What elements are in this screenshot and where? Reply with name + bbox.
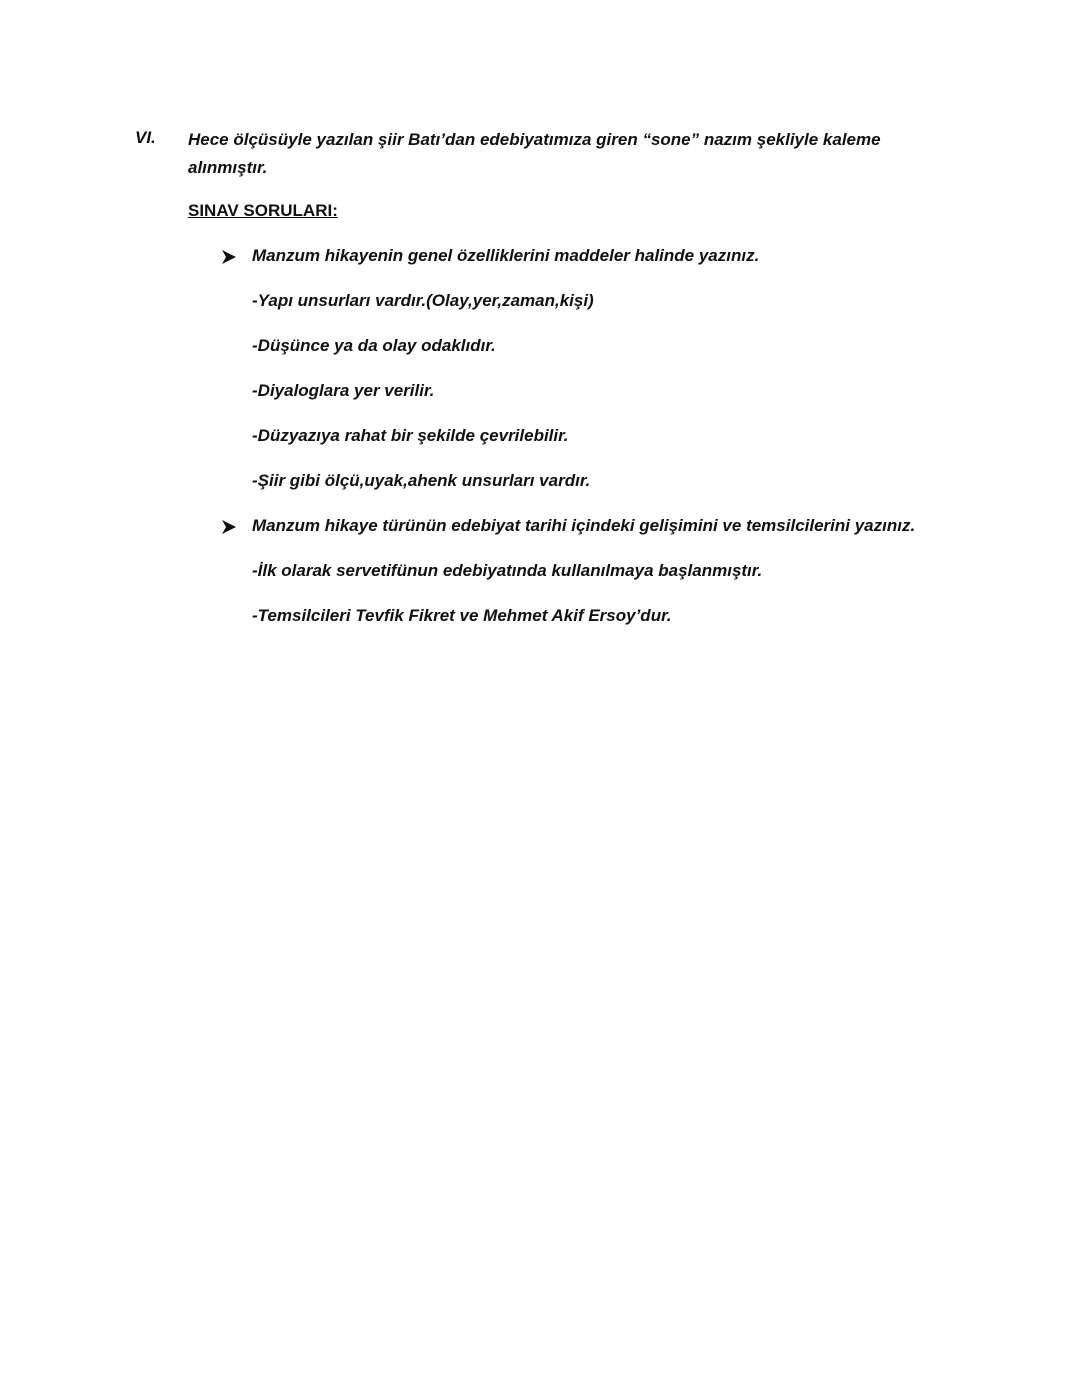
section-title: SINAV SORULARI: [188, 201, 338, 220]
answer-line: -Diyaloglara yer verilir. [252, 381, 435, 400]
answer-line: -Şiir gibi ölçü,uyak,ahenk unsurları vardır. [252, 471, 591, 490]
answer-line: -Düzyazıya rahat bir şekilde çevrilebilir. [252, 426, 569, 445]
answer-line: -İlk olarak servetifünun edebiyatında kullanılmaya başlanmıştır. [252, 561, 763, 580]
answer-line: -Düşünce ya da olay odaklıdır. [252, 336, 496, 355]
question-1: Manzum hikayenin genel özelliklerini maddeler halinde yazınız. [252, 246, 760, 265]
answer-line: -Yapı unsurları vardır.(Olay,yer,zaman,kişi) [252, 291, 594, 310]
item-text: Hece ölçüsüyle yazılan şiir Batı’dan edebiyatımıza giren “sone” nazım şekliyle kaleme alınmıştır. [188, 130, 881, 177]
answer-line: -Temsilcileri Tevfik Fikret ve Mehmet Akif Ersoy’dur. [252, 606, 672, 625]
arrow-bullet-icon [221, 519, 237, 535]
item-number: VI. [135, 128, 156, 147]
arrow-bullet-icon [221, 249, 237, 265]
question-2: Manzum hikaye türünün edebiyat tarihi içindeki gelişimini ve temsilcilerini yazınız. [252, 516, 916, 535]
